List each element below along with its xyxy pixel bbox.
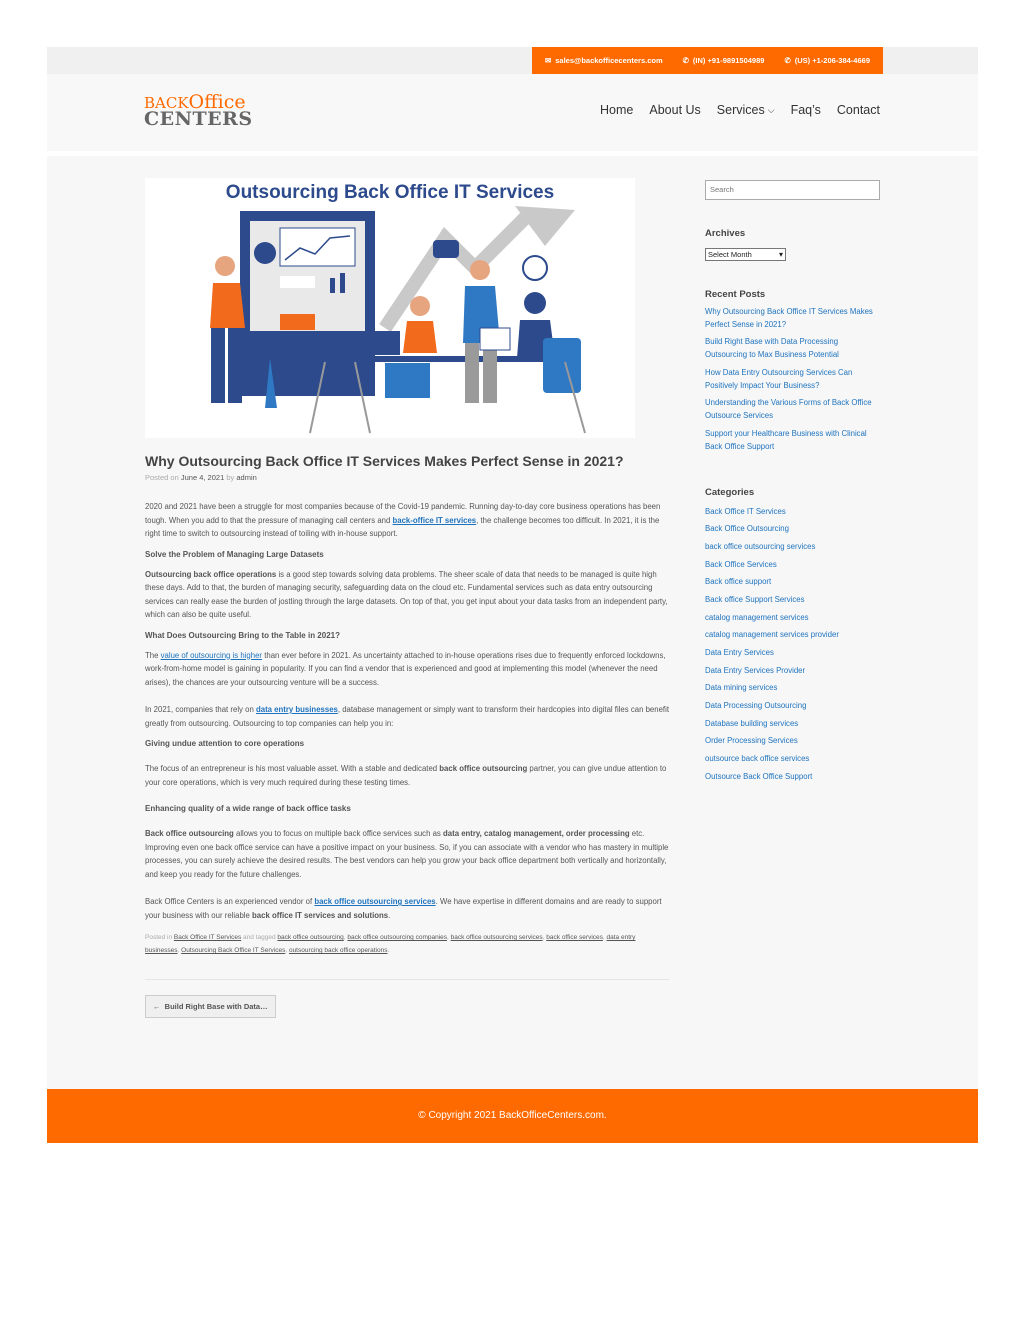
category-link[interactable]: Outsource Back Office Support <box>705 771 813 781</box>
by-label: by <box>226 473 235 482</box>
paragraph-text: than ever before in 2021. As uncertainty attached to in-house operations rises due to frequently enforced lockdowns, work-from-home model is gaining in popularity. If you can find a vendor that is experienced and good at implementing this model (whenever the need arises), the chances are your outsourcing venture will be a success. <box>145 650 666 687</box>
paragraph-text: etc. Improving even one back office service can have a positive impact on your business. So, if you can associate with a vendor who has mastery in multiple processes, you can surely achieve the desired results. The best vendors can help you grow your back office department both vertically and horizontally, and keep you ready for the future challenges. <box>145 829 669 879</box>
contact-box <box>532 47 883 74</box>
back-office-outsourcing-services-link[interactable]: back office outsourcing services <box>314 897 436 906</box>
copyright-text: © Copyright 2021 BackOfficeCenters.com. <box>418 1110 607 1121</box>
phone-icon: ✆ <box>682 56 689 65</box>
paragraph-bold: Outsourcing back office operations <box>145 569 277 579</box>
paragraph-text: , the challenge becomes too difficult. In 2021, it is the right time to switch to outsourcing instead of toiling with in-house support. <box>145 515 660 538</box>
chevron-down-icon: ▾ <box>778 249 783 259</box>
category-link[interactable]: Data Entry Services Provider <box>705 665 806 675</box>
paragraph-text: , database management or simply want to transform their hardcopies into digital files can benefit greatly from outsourcing. Outsourcing to top companies can help you in: <box>145 705 669 728</box>
recent-post-link[interactable]: How Data Entry Outsourcing Services Can Positively Impact Your Business? <box>705 367 853 390</box>
paragraph-text: The focus of an entrepreneur is his most valuable asset. With a stable and dedicated <box>145 764 440 773</box>
tag-link[interactable]: back office outsourcing companies <box>347 934 448 941</box>
paragraph <box>145 703 669 730</box>
featured-image-title: Outsourcing Back Office IT Services <box>225 182 555 203</box>
post-meta <box>145 473 669 482</box>
archives-select-value: Select Month <box>708 249 752 259</box>
post-title: Why Outsourcing Back Office IT Services Makes Perfect Sense in 2021? <box>145 453 624 469</box>
nav-services-label: Services <box>716 103 765 117</box>
tag-link[interactable]: back office outsourcing <box>277 934 344 941</box>
section-heading: Enhancing quality of a wide range of back office tasks <box>145 804 351 813</box>
archives-heading: Archives <box>705 227 746 239</box>
category-link[interactable]: outsource back office services <box>705 754 810 764</box>
arrow-left-icon: ← <box>153 1002 161 1011</box>
previous-post-label: Build Right Base with Data… <box>164 1002 268 1011</box>
tag-link[interactable]: back office services <box>546 934 603 941</box>
category-link[interactable]: Back Office Services <box>705 559 777 569</box>
nav-home[interactable]: Home <box>600 103 634 117</box>
category-link[interactable]: Back Office Outsourcing <box>705 524 789 534</box>
tag-link[interactable]: Outsourcing Back Office IT Services <box>181 947 286 954</box>
recent-post-link[interactable]: Support your Healthcare Business with Clinical Back Office Support <box>705 428 867 451</box>
category-link[interactable]: Back Office IT Services <box>173 934 242 941</box>
phone-icon: ✆ <box>784 56 791 65</box>
nav-faq[interactable]: Faq’s <box>790 103 821 117</box>
back-office-it-services-link[interactable]: back-office IT services <box>392 515 477 525</box>
paragraph-text: allows you to focus on multiple back office services such as <box>233 829 443 838</box>
paragraph <box>145 762 669 789</box>
logo-text-office: Office <box>188 91 246 113</box>
logo-text-centers: CENTERS <box>144 108 253 130</box>
author-link[interactable]: admin <box>236 473 257 482</box>
phone-us-text: (US) +1-206-384-4669 <box>794 56 870 65</box>
category-link[interactable]: Order Processing Services <box>705 736 798 746</box>
logo-text-back: BACK <box>144 94 189 112</box>
category-link[interactable]: catalog management services <box>705 612 809 622</box>
archives-select[interactable] <box>705 248 786 261</box>
featured-image <box>145 178 635 438</box>
main-area <box>47 156 978 1089</box>
team-illustration <box>145 178 635 438</box>
phone-us-contact[interactable] <box>784 56 870 65</box>
divider <box>145 979 669 980</box>
top-bar <box>47 47 978 74</box>
paragraph-text: The <box>145 650 161 660</box>
phone-in-text: (IN) +91-9891504989 <box>692 56 765 65</box>
category-link[interactable]: Data Processing Outsourcing <box>705 701 807 711</box>
paragraph-text: . We have expertise in different domains and are ready to support your business with our reliable <box>145 897 662 920</box>
nav-contact[interactable]: Contact <box>836 103 880 117</box>
section-heading: Giving undue attention to core operations <box>145 739 305 748</box>
value-of-outsourcing-link[interactable]: value of outsourcing is higher <box>160 650 263 660</box>
paragraph <box>145 649 669 690</box>
chevron-down-icon: ⌵ <box>767 104 775 115</box>
category-link[interactable]: Back Office IT Services <box>705 506 786 516</box>
post-date-link[interactable]: June 4, 2021 <box>180 473 225 482</box>
nav-about[interactable]: About Us <box>649 103 701 117</box>
paragraph-text: is a good step towards solving data problems. The sheer scale of data that needs to be managed is quite high these days. Add to that, the burden of managing security, safeguarding data on the cloud etc. Fundamental services such as data entry outsourcing services can really ease the burden of jostling through the large datasets. On top of that, you get input about your data tasks from an independent party, which can also be quite useful. <box>145 569 668 619</box>
tag-link[interactable]: data entry businesses <box>145 934 636 954</box>
section-heading: Solve the Problem of Managing Large Datasets <box>145 549 324 559</box>
email-text: sales@backofficecenters.com <box>555 56 663 65</box>
recent-post-link[interactable]: Build Right Base with Data Processing Outsourcing to Max Business Potential <box>705 337 839 359</box>
category-link[interactable]: catalog management services provider <box>705 630 839 640</box>
post-body <box>145 500 669 922</box>
paragraph-bold: Back office outsourcing <box>145 829 234 838</box>
category-link[interactable]: Data Entry Services <box>705 648 774 657</box>
site-footer <box>47 1089 978 1143</box>
paragraph-bold: back office outsourcing <box>439 764 528 773</box>
tagged-label: and tagged <box>243 934 276 941</box>
previous-post-button[interactable] <box>145 995 276 1018</box>
categories-heading: Categories <box>705 486 755 498</box>
site-header <box>47 74 978 151</box>
paragraph <box>145 568 669 622</box>
tag-link[interactable]: back office outsourcing services <box>450 934 543 941</box>
paragraph <box>145 827 669 881</box>
paragraph-bold: back office IT services and solutions <box>252 910 389 920</box>
site-logo[interactable] <box>144 93 253 129</box>
posted-in-label: Posted in <box>145 934 173 941</box>
category-link[interactable]: back office outsourcing services <box>705 541 816 551</box>
category-link[interactable]: Back office Support Services <box>705 594 805 604</box>
paragraph <box>145 500 669 541</box>
phone-in-contact[interactable] <box>683 56 765 65</box>
envelope-icon: ✉ <box>544 56 552 65</box>
category-link[interactable]: Data mining services <box>705 683 778 693</box>
paragraph-text: 2020 and 2021 have been a struggle for most companies because of the Covid-19 pandemic. Running day-to-day core business operations has been tough. When you add to that the pressure of managing call centers and <box>145 502 661 525</box>
recent-post-link[interactable]: Understanding the Various Forms of Back Office Outsource Services <box>705 398 872 420</box>
paragraph-text: . <box>388 910 391 920</box>
paragraph <box>145 895 669 922</box>
email-contact[interactable] <box>545 56 663 65</box>
paragraph-text: partner, you can give undue attention to your core operations, which is very much required during these testing times. <box>145 764 667 787</box>
posted-on-label: Posted on <box>145 473 179 482</box>
categories-list <box>705 503 880 786</box>
paragraph-text: In 2021, companies that rely on <box>145 705 256 714</box>
post-content <box>145 178 669 1018</box>
sidebar <box>705 179 880 786</box>
data-entry-businesses-link[interactable]: data entry businesses <box>255 705 338 714</box>
search-input[interactable] <box>705 180 880 200</box>
paragraph-text: Back Office Centers is an experienced vendor of <box>145 897 315 906</box>
category-link[interactable]: Back office support <box>705 577 772 587</box>
main-nav <box>600 103 880 117</box>
post-taxonomy: Posted in Back Office IT Services and tagged back office outsourcing, back office outsourcing companies, back office outsourcing services, back office services, data entry businesses, Outsourcing Back Office IT Services, outsourcing back office operations. <box>145 934 636 954</box>
tag-link[interactable]: outsourcing back office operations <box>288 947 388 954</box>
recent-posts-list <box>705 305 880 453</box>
category-link[interactable]: Database building services <box>705 718 799 728</box>
recent-posts-heading: Recent Posts <box>705 288 766 300</box>
page-wrapper <box>47 47 978 1143</box>
recent-post-link[interactable]: Why Outsourcing Back Office IT Services Makes Perfect Sense in 2021? <box>705 306 873 329</box>
section-heading: What Does Outsourcing Bring to the Table in 2021? <box>145 630 340 640</box>
nav-services[interactable] <box>717 103 775 117</box>
paragraph-bold: data entry, catalog management, order processing <box>443 829 630 838</box>
